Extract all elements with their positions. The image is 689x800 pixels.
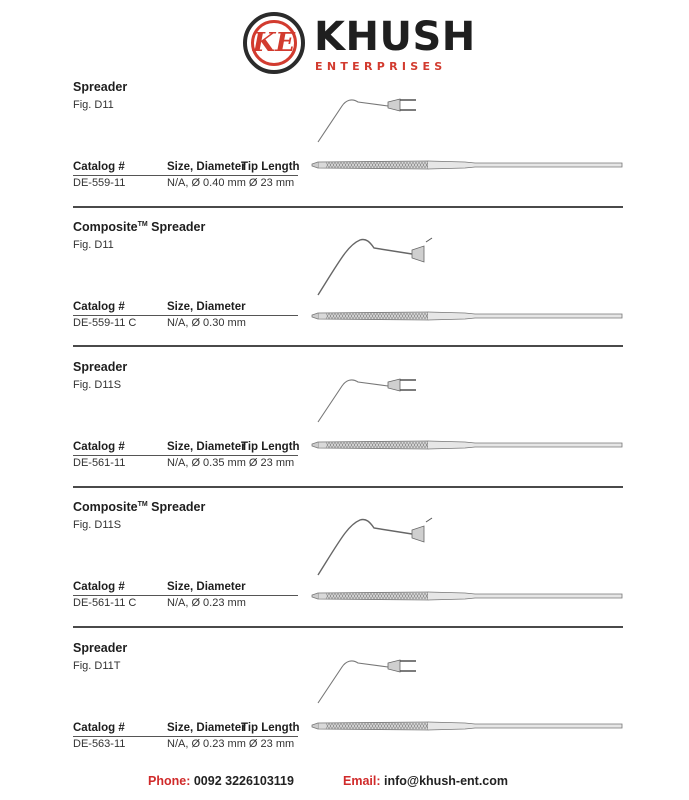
product-section <box>0 641 689 781</box>
email-label: Email: <box>343 774 381 788</box>
product-title: Spreader <box>73 641 128 655</box>
instrument-illustration <box>300 641 630 751</box>
footer-phone <box>148 774 294 788</box>
catalog-header: Catalog # <box>73 161 125 173</box>
section-divider <box>73 345 623 347</box>
size-header: Size, Diameter <box>167 161 246 173</box>
size-header: Size, Diameter <box>167 301 246 313</box>
catalog-header: Catalog # <box>73 722 125 734</box>
product-section <box>0 220 689 360</box>
product-figure: Fig. D11T <box>73 660 121 672</box>
product-figure: Fig. D11S <box>73 379 122 391</box>
size-value: N/A, Ø 0.23 mm Ø 23 mm <box>167 738 295 750</box>
product-title: Composite™ Spreader <box>73 220 206 234</box>
instrument-illustration <box>300 500 630 610</box>
product-figure: Fig. D11 <box>73 239 114 251</box>
size-header: Size, Diameter <box>167 581 246 593</box>
instrument-illustration <box>300 80 630 190</box>
phone-value[interactable]: 0092 3226103119 <box>193 774 294 788</box>
section-divider <box>73 486 623 488</box>
catalog-header: Catalog # <box>73 301 125 313</box>
catalog-number: DE-559-11 C <box>73 317 137 329</box>
size-value: N/A, Ø 0.30 mm <box>167 317 246 329</box>
catalog-header: Catalog # <box>73 441 125 453</box>
size-header: Size, Diameter <box>167 441 246 453</box>
size-value: N/A, Ø 0.23 mm <box>167 597 246 609</box>
product-figure: Fig. D11S <box>73 519 122 531</box>
phone-label: Phone: <box>148 774 191 788</box>
instrument-illustration <box>300 220 630 330</box>
product-section <box>0 500 689 640</box>
size-header: Size, Diameter <box>167 722 246 734</box>
catalog-number: DE-563-11 <box>73 738 126 750</box>
catalog-number: DE-559-11 <box>73 177 126 189</box>
brand-logo <box>243 12 476 78</box>
catalog-header: Catalog # <box>73 581 125 593</box>
catalog-number: DE-561-11 C <box>73 597 137 609</box>
product-title: Spreader <box>73 80 128 94</box>
brand-name: KHUSH <box>314 14 476 60</box>
product-title: Composite™ Spreader <box>73 500 206 514</box>
product-figure: Fig. D11 <box>73 99 114 111</box>
section-divider <box>73 626 623 628</box>
product-section <box>0 80 689 220</box>
tip-length-header: Tip Length <box>241 161 300 173</box>
brand-subtitle: ENTERPRISES <box>315 60 447 73</box>
header-underline <box>73 736 298 737</box>
header-underline <box>73 315 298 316</box>
catalog-number: DE-561-11 <box>73 457 126 469</box>
product-section <box>0 360 689 500</box>
footer-email <box>343 774 508 788</box>
size-value: N/A, Ø 0.40 mm Ø 23 mm <box>167 177 295 189</box>
header-underline <box>73 455 298 456</box>
tip-length-header: Tip Length <box>241 441 300 453</box>
logo-initials: KE <box>252 28 296 58</box>
instrument-illustration <box>300 360 630 470</box>
email-value[interactable]: info@khush-ent.com <box>384 774 508 788</box>
header-underline <box>73 595 298 596</box>
size-value: N/A, Ø 0.35 mm Ø 23 mm <box>167 457 295 469</box>
product-title: Spreader <box>73 360 128 374</box>
header-underline <box>73 175 298 176</box>
section-divider <box>73 206 623 208</box>
tip-length-header: Tip Length <box>241 722 300 734</box>
